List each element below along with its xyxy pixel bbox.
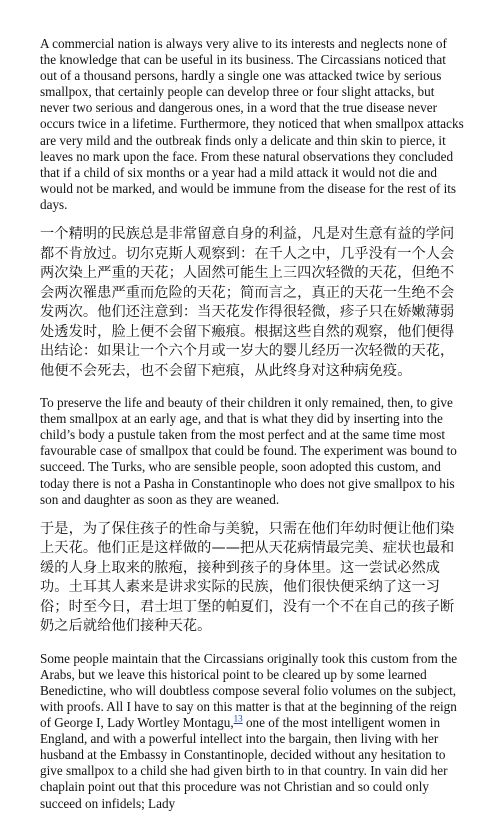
paragraph-en-1: A commercial nation is always very alive to its interests and neglects none of the knowledge that can be useful in its business. The Circassians noticed that out of a thousand persons, hardly a single one was attacked twice by serious smallpox, that certainly people can develop three or four slight attacks, but never two serious and dangerous ones, in a word that the true disease never occurs twice in a lifetime. Furthermore, they noticed that when smallpox attacks are very mild and the outbreak finds only a delicate and thin skin to pierce, it leaves no mark upon the face. From these natural observations they concluded that if a child of six months or a year had a mild attack it would not die and would not be marked, and would be immune from the disease for the rest of its days.: [40, 36, 464, 212]
paragraph-en-3-text-after: one of the most intelligent women in England, and with a powerful intellect into the bargain, then living with her husband at the Embassy in Constantinople, decided without any hesitation to give smallpox to a child she had given birth to in that country. In vain did her chaplain point out that this procedure was not Christian and so could only succeed on infidels; Lady: [40, 715, 448, 811]
paragraph-zh-1: 一个精明的民族总是非常留意自身的利益，凡是对生意有益的学问都不肯放过。切尔克斯人观察到：在千人之中，几乎没有一个人会两次染上严重的天花；人固然可能生上三四次轻微的天花，但绝不会两次罹患严重而危险的天花；简而言之，真正的天花一生绝不会发两次。他们还注意到：当天花发作得很轻微，疹子只在娇嫩薄弱处透发时，脸上便不会留下瘢痕。根据这些自然的观察，他们便得出结论：如果让一个六个月或一岁大的婴儿经历一次轻微的天花，他便不会死去，也不会留下疤痕，从此终身对这种病免疫。: [40, 226, 455, 379]
paragraph-en-3: [40, 651, 464, 812]
paragraph-en-2: To preserve the life and beauty of their children it only remained, then, to give them smallpox at an early age, and that is what they did by inserting into the child’s body a pustule taken from the most perfect and at the same time most favourable case of smallpox that could be found. The experiment was bound to succeed. The Turks, who are sensible people, soon adopted this custom, and today there is not a Pasha in Constantinople who does not give smallpox to his son and daughter as soon as they are weaned.: [40, 395, 457, 507]
paragraph-zh-2: 于是，为了保住孩子的性命与美貌，只需在他们年幼时便让他们染上天花。他们正是这样做的——把从天花病情最完美、症状也最和缓的人身上取来的脓疱，接种到孩子的身体里。这一尝试必然成功。土耳其人素来是讲求实际的民族，他们很快便采纳了这一习俗；时至今日，君士坦丁堡的帕夏们，没有一个不在自己的孩子断奶之后就给他们接种天花。: [40, 520, 455, 635]
document-page: [40, 36, 464, 824]
footnote-link[interactable]: 13: [233, 713, 243, 724]
paragraph-en-3-text-before: Some people maintain that the Circassians originally took this custom from the Arabs, but we leave this historical point to be cleared up by some learned Benedictine, who will doubtless compose several folio volumes on the subject, with proofs. All I have to say on this matter is that at the beginning of the reign of George I, Lady Wortley Montagu,: [40, 650, 458, 731]
